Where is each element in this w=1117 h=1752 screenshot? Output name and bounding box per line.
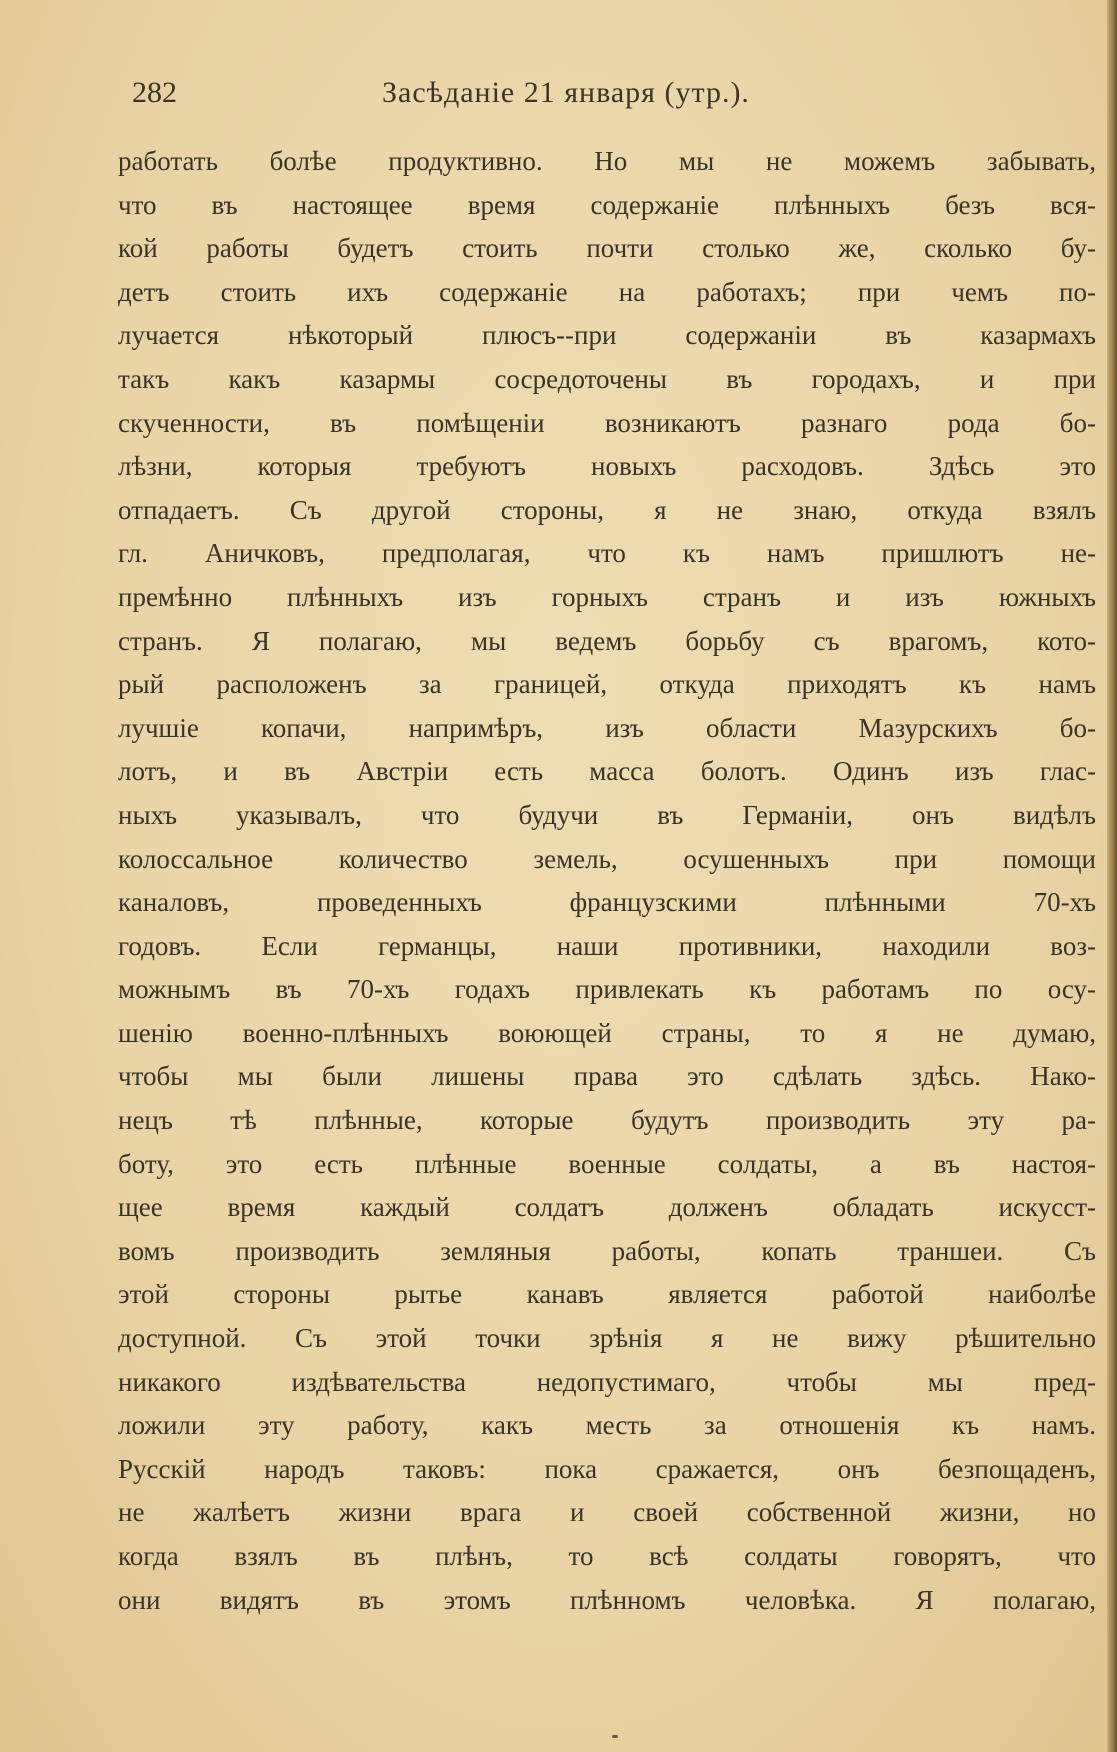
text-line: боту, это есть плѣнные военные солдаты, а въ настоя- [118,1148,1096,1179]
text-line: лучается нѣкоторый плюсъ--при содержаніи въ казармахъ [118,320,1096,351]
text-line: что въ настоящее время содержаніе плѣнныхъ безъ вся- [118,189,1096,220]
text-line: колоссальное количество земель, осушенныхъ при помощи [118,843,1096,874]
ink-speck [612,1735,618,1738]
body-text [118,140,1096,1622]
text-line: они видятъ въ этомъ плѣнномъ человѣка. Я полагаю, [118,1584,1096,1615]
text-line: вомъ производить земляныя работы, копать траншеи. Съ [118,1235,1096,1266]
text-line: никакого издѣвательства недопустимаго, чтобы мы пред- [118,1366,1096,1397]
text-line: лотъ, и въ Австріи есть масса болотъ. Одинъ изъ глас- [118,756,1096,787]
text-line: рый расположенъ за границей, откуда приходятъ къ намъ [118,669,1096,700]
text-line: такъ какъ казармы сосредоточены въ городахъ, и при [118,363,1096,394]
text-line: Русскій народъ таковъ: пока сражается, онъ безпощаденъ, [118,1453,1096,1484]
text-line: работать болѣе продуктивно. Но мы не можемъ забывать, [118,146,1096,176]
text-line: этой стороны рытье канавъ является работой наиболѣе [118,1279,1096,1310]
page-edge [1107,0,1117,1752]
text-line: странъ. Я полагаю, мы ведемъ борьбу съ врагомъ, кото- [118,625,1096,656]
text-line: отпадаетъ. Съ другой стороны, я не знаю, откуда взялъ [118,494,1096,525]
text-line: чтобы мы были лишены права это сдѣлать здѣсь. Нако- [118,1061,1096,1092]
text-line: премѣнно плѣнныхъ изъ горныхъ странъ и изъ южныхъ [118,581,1096,612]
text-line: шенію военно-плѣнныхъ воюющей страны, то я не думаю, [118,1017,1096,1048]
text-line: когда взялъ въ плѣнъ, то всѣ солдаты говорятъ, что [118,1541,1096,1571]
text-line: годовъ. Если германцы, наши противники, находили воз- [118,930,1096,961]
text-line: скученности, въ помѣщеніи возникаютъ разнаго рода бо- [118,407,1096,438]
text-line: лѣзни, которыя требуютъ новыхъ расходовъ. Здѣсь это [118,451,1096,482]
page-number: 282 [132,76,177,109]
text-line: детъ стоить ихъ содержаніе на работахъ; при чемъ по- [118,276,1096,307]
text-line: можнымъ въ 70-хъ годахъ привлекать къ работамъ по осу- [118,974,1096,1005]
text-line: нецъ тѣ плѣнные, которые будутъ производить эту ра- [118,1105,1096,1136]
text-line: ныхъ указывалъ, что будучи въ Германіи, онъ видѣлъ [118,799,1096,830]
page-header [132,68,1062,118]
text-line: доступной. Съ этой точки зрѣнія я не вижу рѣшительно [118,1323,1096,1354]
text-line: не жалѣетъ жизни врага и своей собственной жизни, но [118,1497,1096,1528]
text-line: кой работы будетъ стоить почти столько же, сколько бу- [118,233,1096,264]
text-line: ложили эту работу, какъ месть за отношенія къ намъ. [118,1410,1096,1441]
running-head: Засѣданіе 21 января (утр.). [382,76,750,109]
text-line: щее время каждый солдатъ долженъ обладать искусст- [118,1192,1096,1223]
text-line: лучшіе копачи, напримѣръ, изъ области Мазурскихъ бо- [118,712,1096,743]
text-line: гл. Аничковъ, предполагая, что къ намъ пришлютъ не- [118,538,1096,569]
text-line: каналовъ, проведенныхъ французскими плѣнными 70-хъ [118,887,1096,918]
